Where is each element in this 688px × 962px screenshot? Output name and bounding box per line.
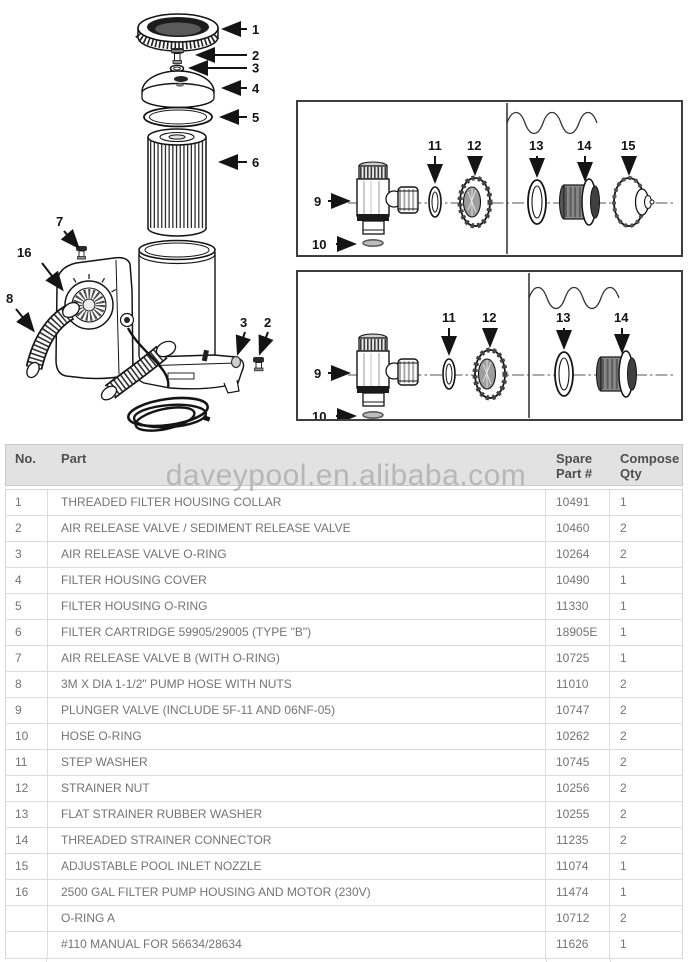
- table-row: [6, 776, 682, 802]
- row-part: THREADED FILTER HOUSING COLLAR: [48, 490, 546, 515]
- canister-drawing: [139, 241, 215, 368]
- row-no: 10: [6, 724, 48, 749]
- valve-assembly-box-1: [296, 100, 683, 257]
- callout-9: 9: [314, 194, 322, 209]
- callout-16: 16: [17, 245, 32, 260]
- row-part: THREADED STRAINER CONNECTOR: [48, 828, 546, 853]
- table-row-partial: [5, 958, 683, 962]
- row-qty: 1: [620, 625, 627, 639]
- row-qty: 1: [620, 495, 627, 509]
- row-no: [6, 906, 48, 931]
- callout-10: 10: [312, 237, 327, 252]
- row-spare: 11330: [546, 594, 610, 619]
- table-row: [6, 802, 682, 828]
- row-spare: 10725: [546, 646, 610, 671]
- table-row: [6, 672, 682, 698]
- callout-12: 12: [482, 310, 497, 325]
- inlet-nozzle-drawing-1: [614, 178, 654, 226]
- row-no: 15: [6, 854, 48, 879]
- callout-14: 14: [614, 310, 629, 325]
- row-part: FILTER CARTRIDGE 59905/29005 (TYPE "B"): [48, 620, 546, 645]
- callout-3b: 3: [240, 315, 248, 330]
- row-part: FILTER HOUSING O-RING: [48, 594, 546, 619]
- cartridge-drawing: [147, 129, 207, 242]
- header-spare-part: Spare Part #: [556, 451, 593, 481]
- step-washer-drawing-1: [429, 187, 441, 217]
- row-qty: 1: [620, 599, 627, 613]
- parts-table: [5, 444, 683, 962]
- row-no: 6: [6, 620, 48, 645]
- row-no: 2: [6, 516, 48, 541]
- table-row: [6, 932, 682, 958]
- table-row: [6, 568, 682, 594]
- callout-13: 13: [529, 138, 544, 153]
- callout-1: 1: [252, 22, 260, 37]
- hose-oring-drawing-1: [363, 240, 383, 246]
- row-part: ADJUSTABLE POOL INLET NOZZLE: [48, 854, 546, 879]
- valve-assembly-box-2: [296, 270, 683, 421]
- row-spare: 18905E: [546, 620, 610, 645]
- row-part: HOSE O-RING: [48, 724, 546, 749]
- row-qty: 2: [620, 729, 627, 743]
- hose-oring-drawing-2: [363, 412, 383, 418]
- row-part: AIR RELEASE VALVE B (WITH O-RING): [48, 646, 546, 671]
- row-no: 4: [6, 568, 48, 593]
- callout-10: 10: [312, 409, 327, 419]
- table-row: [6, 750, 682, 776]
- callout-14: 14: [577, 138, 592, 153]
- row-part: PLUNGER VALVE (INCLUDE 5F-11 AND 06NF-05): [48, 698, 546, 723]
- valve-assembly-1-svg: [298, 102, 681, 255]
- row-qty: 2: [620, 677, 627, 691]
- table-row: [6, 542, 682, 568]
- row-qty: 2: [620, 521, 627, 535]
- row-spare: 11010: [546, 672, 610, 697]
- row-part: 2500 GAL FILTER PUMP HOUSING AND MOTOR (230V): [48, 880, 546, 905]
- row-part: AIR RELEASE VALVE / SEDIMENT RELEASE VALVE: [48, 516, 546, 541]
- strainer-nut-drawing-1: [460, 178, 490, 226]
- header-part: Part: [61, 451, 87, 466]
- row-no: 11: [6, 750, 48, 775]
- exploded-view-diagram: [0, 0, 292, 442]
- callout-15: 15: [621, 138, 636, 153]
- row-spare: 10264: [546, 542, 610, 567]
- row-part: FILTER HOUSING COVER: [48, 568, 546, 593]
- table-row: [6, 516, 682, 542]
- row-part: 3M X DIA 1-1/2" PUMP HOSE WITH NUTS: [48, 672, 546, 697]
- row-spare: 11474: [546, 880, 610, 905]
- callout-11: 11: [428, 138, 442, 153]
- strainer-nut-drawing-2: [475, 350, 505, 398]
- table-row: [6, 906, 682, 932]
- callout-2: 2: [252, 48, 260, 63]
- row-no: 12: [6, 776, 48, 801]
- callout-4: 4: [252, 81, 260, 96]
- row-spare: 10747: [546, 698, 610, 723]
- header-compose-qty: Compose Qty: [620, 451, 680, 481]
- water-line: [507, 113, 597, 134]
- row-no: 5: [6, 594, 48, 619]
- row-qty: 1: [620, 885, 627, 899]
- table-row: [6, 854, 682, 880]
- plunger-valve-drawing-1: [357, 162, 418, 234]
- row-no: 1: [6, 490, 48, 515]
- table-row: [6, 646, 682, 672]
- row-no: 3: [6, 542, 48, 567]
- table-row: [6, 490, 682, 516]
- row-spare: 11074: [546, 854, 610, 879]
- table-row: [6, 880, 682, 906]
- row-spare: 10262: [546, 724, 610, 749]
- housing-oring-drawing: [144, 108, 212, 127]
- row-part: STRAINER NUT: [48, 776, 546, 801]
- row-qty: 2: [620, 807, 627, 821]
- row-part: O-RING A: [48, 906, 546, 931]
- row-no: 16: [6, 880, 48, 905]
- flat-washer-drawing-1: [528, 180, 546, 224]
- callout-12: 12: [467, 138, 482, 153]
- row-qty: 2: [620, 703, 627, 717]
- row-spare: 11235: [546, 828, 610, 853]
- row-spare: 11626: [546, 932, 610, 958]
- parts-table-body: [5, 489, 683, 958]
- row-qty: 1: [620, 573, 627, 587]
- air-valve-drawing: [171, 48, 184, 64]
- row-part: AIR RELEASE VALVE O-RING: [48, 542, 546, 567]
- water-line: [529, 288, 619, 309]
- row-part: STEP WASHER: [48, 750, 546, 775]
- flat-washer-drawing-2: [555, 352, 573, 396]
- row-spare: 10460: [546, 516, 610, 541]
- row-no: [6, 932, 48, 958]
- row-qty: 1: [620, 859, 627, 873]
- row-spare: 10490: [546, 568, 610, 593]
- table-row: [6, 724, 682, 750]
- table-row: [6, 698, 682, 724]
- step-washer-drawing-2: [443, 359, 455, 389]
- row-spare: 10712: [546, 906, 610, 931]
- row-spare: 10491: [546, 490, 610, 515]
- row-qty: 2: [620, 547, 627, 561]
- header-no: No.: [15, 451, 36, 466]
- row-no: 9: [6, 698, 48, 723]
- row-no: 8: [6, 672, 48, 697]
- row-spare: 10255: [546, 802, 610, 827]
- callout-2b: 2: [264, 315, 272, 330]
- callout-11: 11: [442, 310, 456, 325]
- strainer-connector-drawing-2: [597, 351, 637, 397]
- collar-drawing: [138, 14, 218, 51]
- row-part: FLAT STRAINER RUBBER WASHER: [48, 802, 546, 827]
- air-valve-b-drawing: [76, 246, 87, 259]
- table-header: [5, 444, 683, 486]
- cover-drawing: [142, 71, 214, 108]
- row-qty: 2: [620, 781, 627, 795]
- callout-5: 5: [252, 110, 260, 125]
- row-qty: 1: [620, 651, 627, 665]
- table-row: [6, 594, 682, 620]
- valve-assembly-2-svg: [298, 272, 681, 419]
- table-row: [6, 620, 682, 646]
- row-qty: 2: [620, 911, 627, 925]
- watermark-text: daveypool.en.alibaba.com: [165, 459, 527, 492]
- row-part: #110 MANUAL FOR 56634/28634: [48, 932, 546, 958]
- row-qty: 2: [620, 755, 627, 769]
- row-qty: 1: [620, 937, 627, 951]
- row-spare: 10256: [546, 776, 610, 801]
- callout-8: 8: [6, 291, 14, 306]
- row-no: 13: [6, 802, 48, 827]
- strainer-connector-drawing-1: [560, 179, 600, 225]
- callout-7: 7: [56, 214, 64, 229]
- callout-9: 9: [314, 366, 322, 381]
- row-no: 14: [6, 828, 48, 853]
- callout-13: 13: [556, 310, 571, 325]
- row-spare: 10745: [546, 750, 610, 775]
- plunger-valve-drawing-2: [357, 334, 418, 406]
- callout-6: 6: [252, 155, 260, 170]
- row-qty: 2: [620, 833, 627, 847]
- callout-3: 3: [252, 60, 260, 76]
- table-row: [6, 828, 682, 854]
- row-no: 7: [6, 646, 48, 671]
